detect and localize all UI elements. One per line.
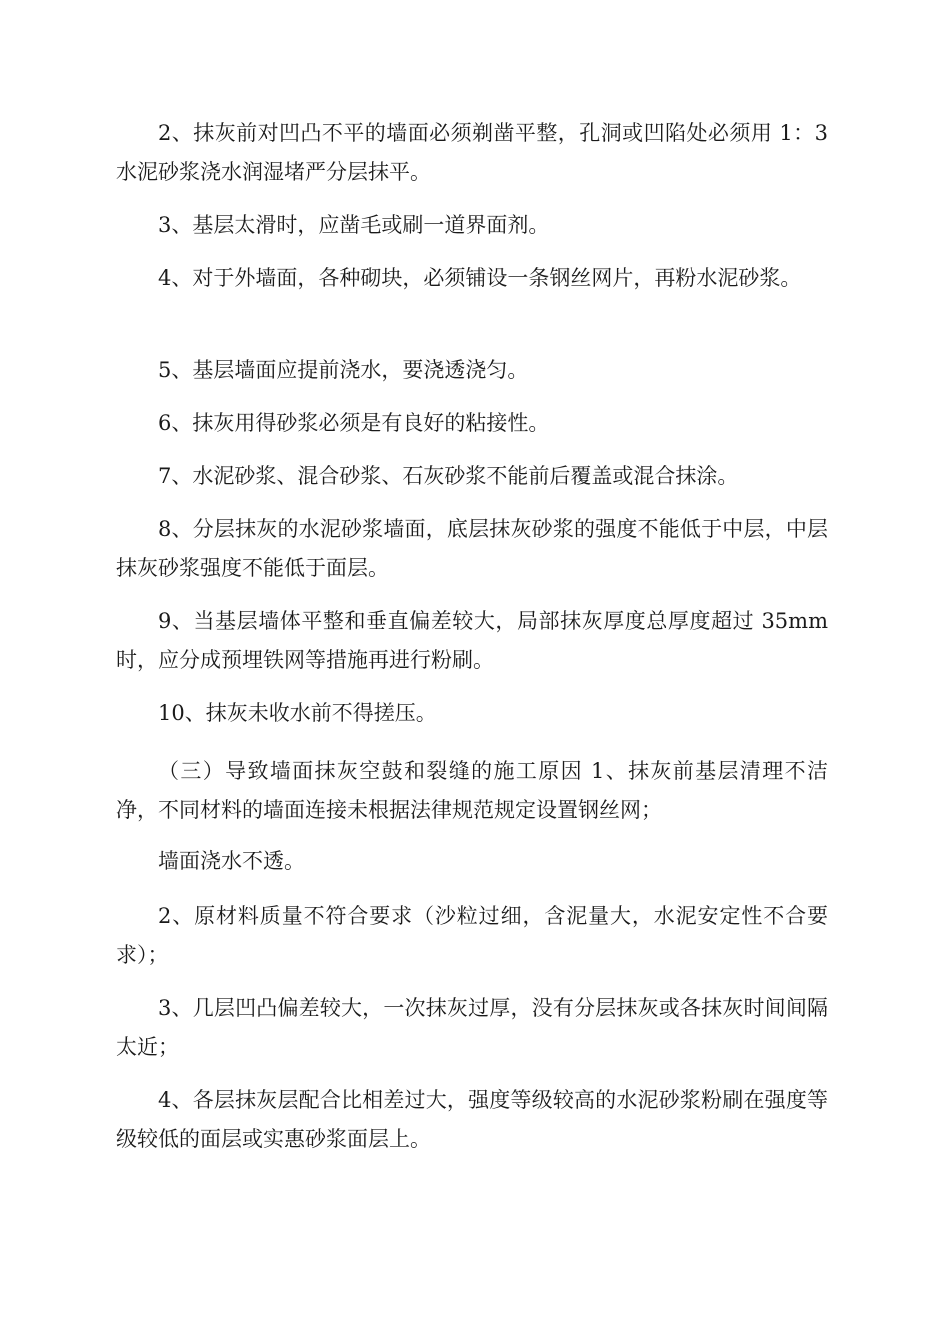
paragraph-item-6: 6、抹灰用得砂浆必须是有良好的粘接性。 [158, 411, 550, 435]
paragraph-wall-watering: 墙面浇水不透。 [158, 849, 305, 873]
paragraph-item-3: 3、基层太滑时，应凿毛或刷一道界面剂。 [158, 213, 550, 237]
paragraph-item-4: 4、对于外墙面，各种砌块，必须铺设一条钢丝网片，再粉水泥砂浆。 [158, 266, 802, 290]
paragraph-item-10: 10、抹灰未收水前不得搓压。 [158, 701, 437, 725]
paragraph-item-2: 2、抹灰前对凹凸不平的墙面必须剃凿平整，孔洞或凹陷处必须用 1：3 水泥砂浆浇水润湿堵严分层抹平。 [116, 121, 828, 184]
paragraph-item-7: 7、水泥砂浆、混合砂浆、石灰砂浆不能前后覆盖或混合抹涂。 [158, 464, 739, 488]
paragraph-cause-3: 3、几层凹凸偏差较大，一次抹灰过厚，没有分层抹灰或各抹灰时间间隔太近； [116, 996, 828, 1059]
paragraph-item-8: 8、分层抹灰的水泥砂浆墙面，底层抹灰砂浆的强度不能低于中层，中层抹灰砂浆强度不能低于面层。 [116, 517, 828, 580]
section-three-heading-paragraph: （三）导致墙面抹灰空鼓和裂缝的施工原因 1、抹灰前基层清理不洁净，不同材料的墙面连接未根据法律规范规定设置钢丝网； [116, 759, 828, 822]
paragraph-item-5: 5、基层墙面应提前浇水，要浇透浇匀。 [158, 358, 529, 382]
paragraph-item-9: 9、当基层墙体平整和垂直偏差较大，局部抹灰厚度总厚度超过 35mm 时，应分成预埋铁网等措施再进行粉刷。 [116, 609, 828, 672]
paragraph-cause-4: 4、各层抹灰层配合比相差过大，强度等级较高的水泥砂浆粉刷在强度等级较低的面层或实惠砂浆面层上。 [116, 1088, 828, 1151]
paragraph-cause-2: 2、原材料质量不符合要求（沙粒过细，含泥量大，水泥安定性不合要求）； [116, 904, 828, 967]
